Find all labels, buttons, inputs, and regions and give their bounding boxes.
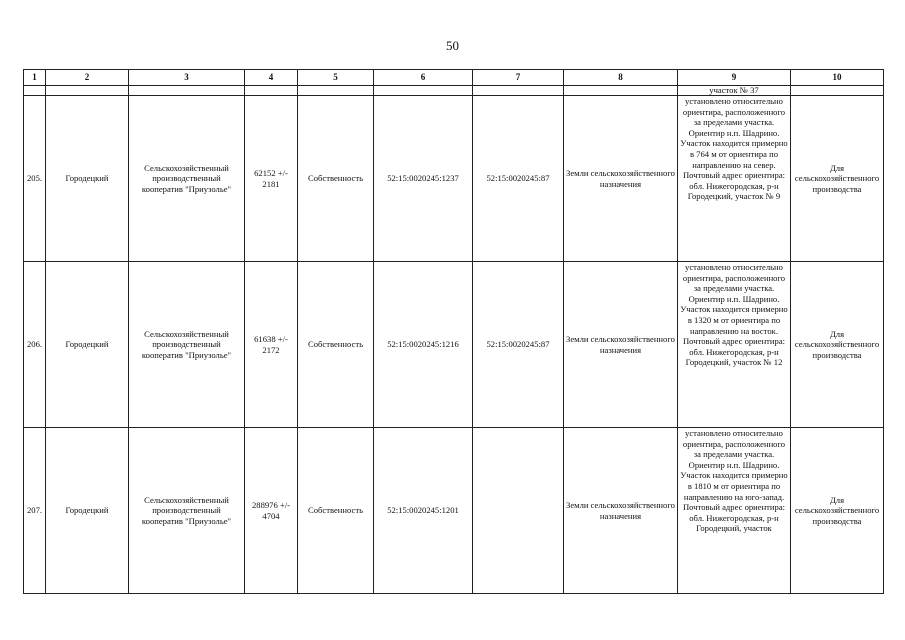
right-type-cell: Собственность xyxy=(298,262,374,428)
column-header: 6 xyxy=(374,70,473,86)
location-text: установлено относительно ориентира, расположенного за пределами участка. Ориентир н.п. Шадрино. Участок находится примерно в 1320 м от ориентира по направлению на восток. Почтовый адрес ориентира: обл. Нижегородская, р-н Городецкий, участок № 12 xyxy=(680,262,788,368)
owner-cell: Сельскохозяйственный производственный кооператив "Приузолье" xyxy=(129,262,245,428)
table-row xyxy=(24,96,884,262)
land-category-cell: Земли сельскохозяйственного назначения xyxy=(564,262,678,428)
continuation-row xyxy=(24,86,884,96)
column-header: 2 xyxy=(46,70,129,86)
table-row xyxy=(24,262,884,428)
land-registry-table xyxy=(23,69,884,594)
district-cell: Городецкий xyxy=(46,96,129,262)
column-header: 3 xyxy=(129,70,245,86)
column-header: 5 xyxy=(298,70,374,86)
column-number-row xyxy=(24,70,884,86)
location-cell xyxy=(678,96,791,262)
row-number-cell: 207. xyxy=(24,428,46,594)
owner-cell: Сельскохозяйственный производственный кооператив "Приузолье" xyxy=(129,428,245,594)
location-text: установлено относительно ориентира, расположенного за пределами участка. Ориентир н.п. Шадрино. Участок находится примерно в 1810 м от ориентира по направлению на юго-запад. Почтовый адрес ориентира: обл. Нижегородская, р-н Городецкий, участок xyxy=(680,428,788,534)
row-number-cell: 206. xyxy=(24,262,46,428)
location-cell xyxy=(678,262,791,428)
right-type-cell: Собственность xyxy=(298,428,374,594)
right-type-cell: Собственность xyxy=(298,96,374,262)
cadastral-number-cell: 52:15:0020245:1216 xyxy=(374,262,473,428)
owner-cell: Сельскохозяйственный производственный кооператив "Приузолье" xyxy=(129,96,245,262)
area-cell: 61638 +/- 2172 xyxy=(245,262,298,428)
area-cell: 288976 +/- 4704 xyxy=(245,428,298,594)
parent-cadastral-cell: 52:15:0020245:87 xyxy=(473,96,564,262)
column-header: 7 xyxy=(473,70,564,86)
area-cell: 62152 +/- 2181 xyxy=(245,96,298,262)
land-category-cell: Земли сельскохозяйственного назначения xyxy=(564,428,678,594)
location-cell xyxy=(678,428,791,594)
table-row xyxy=(24,428,884,594)
permitted-use-cell: Для сельскохозяйственного производства xyxy=(791,428,884,594)
district-cell: Городецкий xyxy=(46,428,129,594)
row-number-cell: 205. xyxy=(24,96,46,262)
column-header: 9 xyxy=(678,70,791,86)
district-cell: Городецкий xyxy=(46,262,129,428)
parent-cadastral-cell xyxy=(473,428,564,594)
cadastral-number-cell: 52:15:0020245:1237 xyxy=(374,96,473,262)
parent-cadastral-cell: 52:15:0020245:87 xyxy=(473,262,564,428)
permitted-use-cell: Для сельскохозяйственного производства xyxy=(791,96,884,262)
permitted-use-cell: Для сельскохозяйственного производства xyxy=(791,262,884,428)
location-text: установлено относительно ориентира, расположенного за пределами участка. Ориентир н.п. Шадрино. Участок находится примерно в 764 м от ориентира по направлению на север. Почтовый адрес ориентира: обл. Нижегородская, р-н Городецкий, участок № 9 xyxy=(680,96,788,202)
continuation-location-cell: участок № 37 xyxy=(678,86,791,96)
cadastral-number-cell: 52:15:0020245:1201 xyxy=(374,428,473,594)
column-header: 8 xyxy=(564,70,678,86)
column-header: 10 xyxy=(791,70,884,86)
page-number: 50 xyxy=(446,38,459,53)
column-header: 1 xyxy=(24,70,46,86)
column-header: 4 xyxy=(245,70,298,86)
land-category-cell: Земли сельскохозяйственного назначения xyxy=(564,96,678,262)
